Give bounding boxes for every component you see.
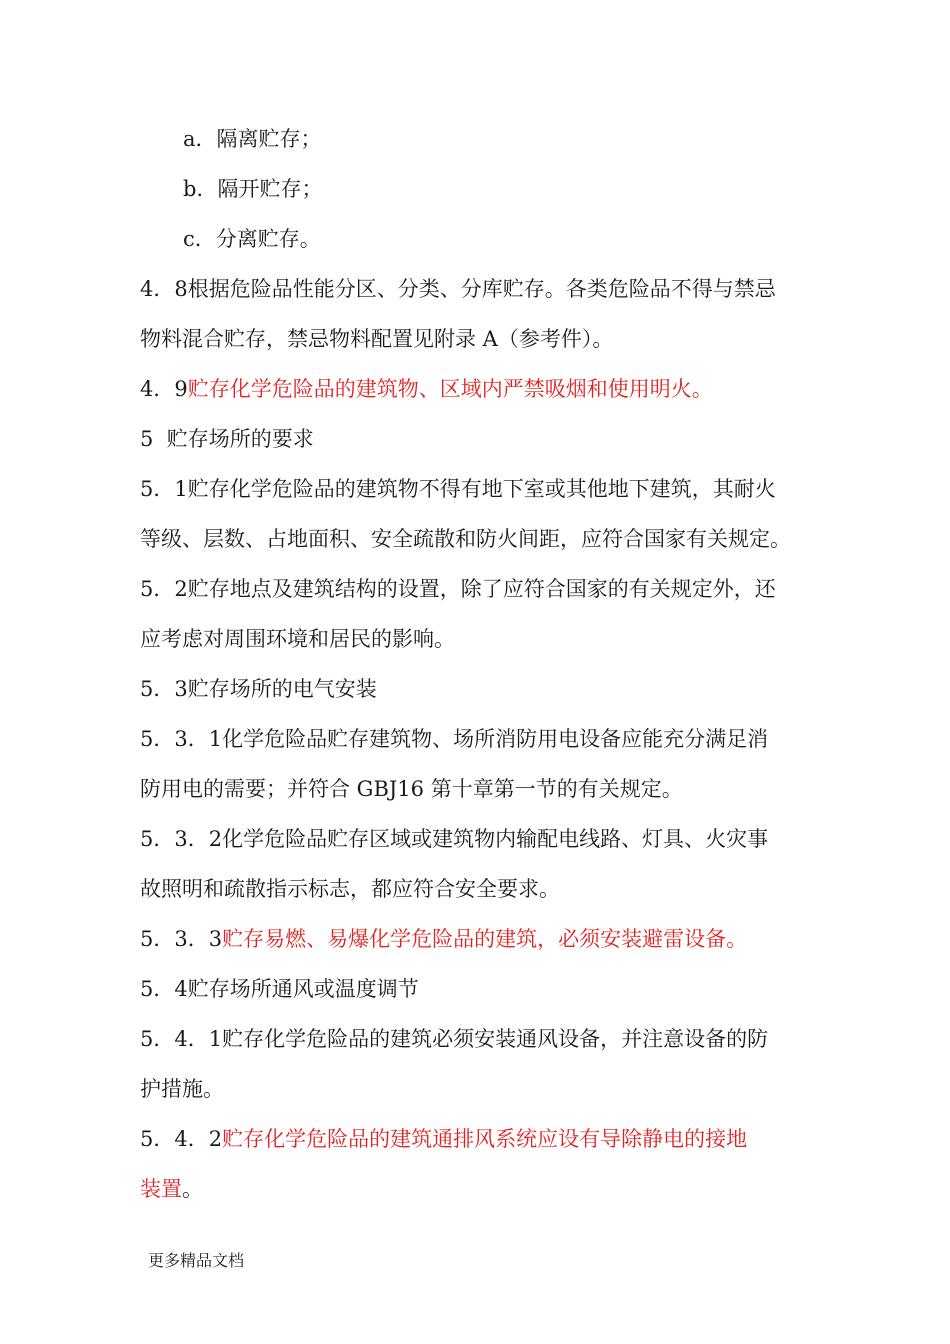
clause-5-3-2 <box>140 826 768 852</box>
clause-text: 故照明和疏散指示标志，都应符合安全要求。 <box>140 877 560 901</box>
item-number: a． <box>183 127 217 151</box>
clause-5-1 <box>140 476 776 502</box>
clause-number: 5．4．2 <box>140 1127 223 1151</box>
clause-5-4-1-cont <box>140 1076 224 1102</box>
clause-5-4-2 <box>140 1126 747 1152</box>
clause-text: 应考虑对周围环境和居民的影响。 <box>140 627 455 651</box>
clause-text: 防用电的需要；并符合 GBJ16 第十章第一节的有关规定。 <box>140 777 683 801</box>
highlighted-text: 贮存易燃、易爆化学危险品的建筑，必须安装避雷设备。 <box>222 927 748 951</box>
clause-number: 5．4 <box>140 977 188 1001</box>
clause-number: 4．9 <box>140 377 188 401</box>
highlighted-text: 贮存化学危险品的建筑物、区域内严禁吸烟和使用明火。 <box>187 377 713 401</box>
section-5-heading <box>140 426 314 452</box>
clause-text: 贮存地点及建筑结构的设置，除了应符合国家的有关规定外，还 <box>187 577 776 601</box>
clause-number: 5．3．3 <box>140 927 223 951</box>
clause-number: 5．1 <box>140 477 188 501</box>
clause-number: 4．8 <box>140 277 188 301</box>
item-text: 分离贮存。 <box>215 227 321 251</box>
section-number: 5 <box>140 427 154 451</box>
item-text: 隔开贮存； <box>217 177 323 201</box>
item-number: b． <box>183 177 218 201</box>
clause-4-8-cont <box>140 326 613 352</box>
clause-5-2 <box>140 576 776 602</box>
clause-4-9 <box>140 376 713 402</box>
clause-5-4-1 <box>140 1026 768 1052</box>
section-title: 贮存场所的要求 <box>166 427 314 451</box>
clause-text: 贮存场所的电气安装 <box>187 677 377 701</box>
clause-number: 5．3 <box>140 677 188 701</box>
clause-tail: 。 <box>182 1177 203 1201</box>
highlighted-text: 装置 <box>140 1177 182 1201</box>
clause-5-3-3 <box>140 926 747 952</box>
clause-4-8 <box>140 276 776 302</box>
clause-5-3 <box>140 676 377 702</box>
clause-5-4-2-cont <box>140 1176 203 1202</box>
list-item-b <box>183 176 322 202</box>
clause-5-1-cont <box>140 526 791 552</box>
item-text: 隔离贮存； <box>216 127 322 151</box>
clause-text: 根据危险品性能分区、分类、分库贮存。各类危险品不得与禁忌 <box>187 277 776 301</box>
highlighted-text: 贮存化学危险品的建筑通排风系统应设有导除静电的接地 <box>222 1127 748 1151</box>
clause-text: 等级、层数、占地面积、安全疏散和防火间距，应符合国家有关规定。 <box>140 527 791 551</box>
clause-text: 化学危险品贮存区域或建筑物内输配电线路、灯具、火灾事 <box>222 827 769 851</box>
clause-text: 化学危险品贮存建筑物、场所消防用电设备应能充分满足消 <box>222 727 769 751</box>
clause-5-3-2-cont <box>140 876 560 902</box>
clause-number: 5．2 <box>140 577 188 601</box>
clause-5-3-1 <box>140 726 768 752</box>
list-item-c <box>183 226 321 252</box>
clause-text: 物料混合贮存，禁忌物料配置见附录 A（参考件）。 <box>140 327 614 351</box>
clause-5-4 <box>140 976 419 1002</box>
clause-text: 护措施。 <box>140 1077 224 1101</box>
clause-number: 5．3．1 <box>140 727 223 751</box>
clause-text: 贮存化学危险品的建筑必须安装通风设备，并注意设备的防 <box>222 1027 769 1051</box>
clause-number: 5．3．2 <box>140 827 223 851</box>
clause-number: 5．4．1 <box>140 1027 223 1051</box>
clause-text: 贮存场所通风或温度调节 <box>187 977 419 1001</box>
clause-5-3-1-cont <box>140 776 683 802</box>
list-item-a <box>183 126 322 152</box>
clause-5-2-cont <box>140 626 455 652</box>
footer-text: 更多精品文档 <box>148 1251 245 1270</box>
item-number: c． <box>183 227 216 251</box>
clause-text: 贮存化学危险品的建筑物不得有地下室或其他地下建筑，其耐火 <box>187 477 776 501</box>
